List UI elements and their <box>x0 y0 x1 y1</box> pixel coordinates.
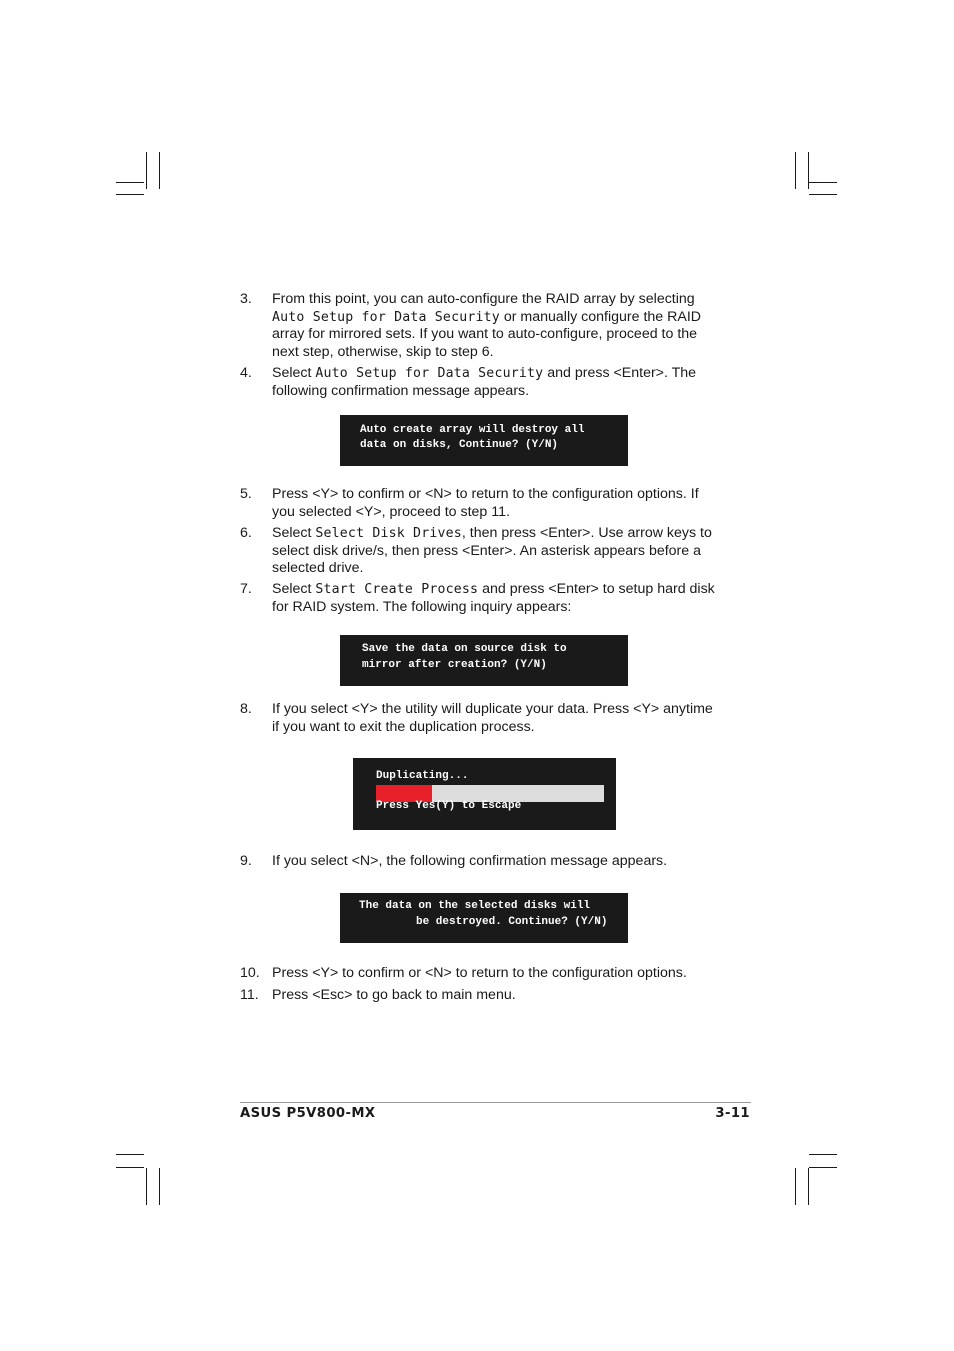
duplicating-screen <box>353 758 616 830</box>
terminal-line: Auto create array will destroy all <box>360 424 585 436</box>
terminal-line: mirror after creation? (Y/N) <box>362 659 547 671</box>
crop-mark <box>809 194 837 195</box>
escape-hint: Press Yes(Y) to Escape <box>376 800 522 812</box>
crop-mark <box>116 1154 144 1155</box>
terminal-line: be destroyed. Continue? (Y/N) <box>416 916 608 928</box>
step-number: 5. <box>240 486 252 502</box>
save-data-inquiry-screen <box>340 635 628 686</box>
crop-mark <box>808 1168 809 1205</box>
page-number: 3-11 <box>715 1106 750 1121</box>
terminal-line: data on disks, Continue? (Y/N) <box>360 439 559 451</box>
step-text: If you select <N>, the following confirmation message appears. <box>272 853 668 869</box>
step-text: Select Select Disk Drives, then press <Enter>. Use arrow keys to select disk drive/s, then press <Enter>. An asterisk appears before a selected drive. <box>272 525 712 576</box>
step-number: 6. <box>240 525 252 541</box>
terminal-line: Save the data on source disk to <box>362 643 567 655</box>
crop-mark <box>116 182 144 183</box>
step-number: 7. <box>240 581 252 597</box>
footer-rule <box>240 1102 751 1103</box>
footer-product-name: ASUS P5V800-MX <box>240 1106 376 1121</box>
menu-option: Start Create Process <box>315 582 479 597</box>
auto-create-warning-screen <box>340 415 628 466</box>
step-number: 3. <box>240 291 252 307</box>
destroy-confirm-screen <box>340 893 628 943</box>
crop-mark <box>809 1154 837 1155</box>
crop-mark <box>146 1168 147 1205</box>
step-text: From this point, you can auto-configure the RAID array by selecting Auto Setup for Data Security or manually configure the RAID array for mirrored sets. If you want to auto-configure, proceed to the next step, otherwise, skip to step 6. <box>272 291 702 360</box>
step-number: 10. <box>240 965 260 981</box>
crop-mark <box>809 1167 837 1168</box>
crop-mark <box>146 152 147 189</box>
step-text: Select Auto Setup for Data Security and press <Enter>. The following confirmation message appears. <box>272 365 697 399</box>
crop-mark <box>116 194 144 195</box>
crop-mark <box>808 152 809 189</box>
step-text: Press <Esc> to go back to main menu. <box>272 987 516 1003</box>
step-text: If you select <Y> the utility will duplicate your data. Press <Y> anytime if you want to exit the duplication process. <box>272 701 713 735</box>
terminal-line: The data on the selected disks will <box>359 900 591 912</box>
crop-mark <box>116 1167 144 1168</box>
step-text: Select Start Create Process and press <Enter> to setup hard disk for RAID system. The following inquiry appears: <box>272 581 715 615</box>
step-number: 4. <box>240 365 252 381</box>
crop-mark <box>795 152 796 189</box>
duplicating-title: Duplicating... <box>376 770 469 782</box>
crop-mark <box>795 1168 796 1205</box>
menu-option: Select Disk Drives <box>315 526 462 541</box>
crop-mark <box>809 182 837 183</box>
menu-option: Auto Setup for Data Security <box>315 366 544 381</box>
menu-option: Auto Setup for Data Security <box>272 309 500 325</box>
step-text: Press <Y> to confirm or <N> to return to the configuration options. If you selected <Y>, proceed to step 11. <box>272 486 699 520</box>
step-text: Press <Y> to confirm or <N> to return to the configuration options. <box>272 965 687 981</box>
step-number: 11. <box>240 987 259 1003</box>
step-number: 8. <box>240 701 252 717</box>
crop-mark <box>159 152 160 189</box>
crop-mark <box>159 1168 160 1205</box>
step-number: 9. <box>240 853 252 869</box>
